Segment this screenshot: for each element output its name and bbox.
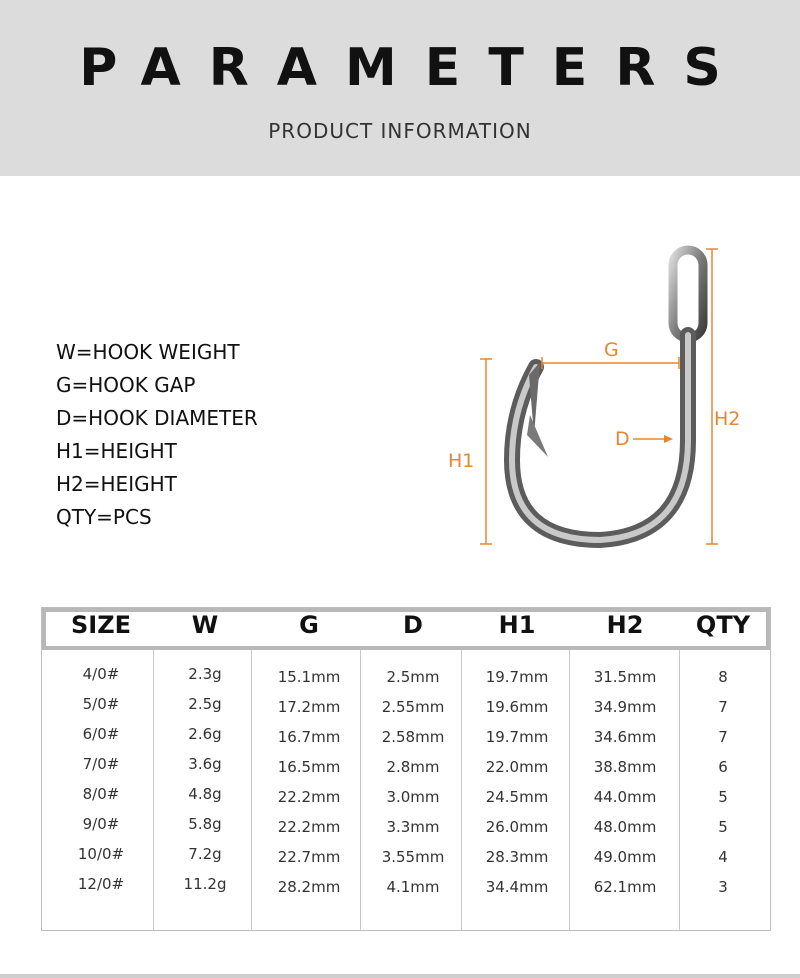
table-cell-size: 10/0# bbox=[77, 845, 125, 863]
label-h2: H2 bbox=[714, 408, 741, 430]
table-cell-w: 5.8g bbox=[188, 815, 222, 833]
table-cell-h1: 19.7mm bbox=[485, 668, 549, 686]
table-cell-qty: 6 bbox=[718, 758, 728, 776]
column-header-w: W bbox=[191, 611, 219, 639]
table-cell-g: 17.2mm bbox=[277, 698, 341, 716]
table-cell-w: 11.2g bbox=[183, 875, 227, 893]
table-cell-qty: 7 bbox=[718, 698, 728, 716]
table-cell-d: 3.0mm bbox=[386, 788, 440, 806]
table-cell-d: 2.58mm bbox=[381, 728, 445, 746]
table-cell-g: 28.2mm bbox=[277, 878, 341, 896]
table-cell-g: 16.5mm bbox=[277, 758, 341, 776]
table-cell-h1: 28.3mm bbox=[485, 848, 549, 866]
table-cell-h2: 44.0mm bbox=[593, 788, 657, 806]
table-cell-size: 5/0# bbox=[82, 695, 120, 713]
h2-dimension bbox=[706, 249, 718, 544]
table-cell-g: 16.7mm bbox=[277, 728, 341, 746]
table-cell-w: 3.6g bbox=[188, 755, 222, 773]
label-g: G bbox=[604, 339, 619, 361]
table-cell-size: 6/0# bbox=[82, 725, 120, 743]
table-cell-d: 4.1mm bbox=[386, 878, 440, 896]
page-subtitle: PRODUCT INFORMATION bbox=[268, 119, 532, 143]
table-cell-w: 2.3g bbox=[188, 665, 222, 683]
table-cell-g: 15.1mm bbox=[277, 668, 341, 686]
column-divider bbox=[679, 650, 680, 931]
table-cell-w: 2.5g bbox=[188, 695, 222, 713]
legend-item-qty: QTY=PCS bbox=[56, 505, 152, 529]
table-cell-h1: 34.4mm bbox=[485, 878, 549, 896]
page-title: PARAMETERS bbox=[79, 38, 749, 98]
table-cell-g: 22.2mm bbox=[277, 818, 341, 836]
table-cell-size: 4/0# bbox=[82, 665, 120, 683]
column-divider bbox=[360, 650, 361, 931]
label-h1: H1 bbox=[448, 450, 475, 472]
table-cell-qty: 4 bbox=[718, 848, 728, 866]
table-cell-d: 3.3mm bbox=[386, 818, 440, 836]
table-cell-qty: 5 bbox=[718, 788, 728, 806]
table-cell-h2: 31.5mm bbox=[593, 668, 657, 686]
parameter-legend bbox=[56, 336, 258, 534]
table-cell-h1: 26.0mm bbox=[485, 818, 549, 836]
table-cell-w: 2.6g bbox=[188, 725, 222, 743]
column-header-d: D bbox=[403, 611, 423, 639]
table-cell-h2: 49.0mm bbox=[593, 848, 657, 866]
legend-item-d: D=HOOK DIAMETER bbox=[56, 406, 258, 430]
h1-dimension bbox=[480, 359, 492, 544]
hook-illustration bbox=[430, 235, 760, 565]
legend-item-h2: H2=HEIGHT bbox=[56, 472, 177, 496]
hook-barb bbox=[527, 415, 548, 457]
table-cell-qty: 5 bbox=[718, 818, 728, 836]
legend-item-h1: H1=HEIGHT bbox=[56, 439, 177, 463]
table-cell-size: 9/0# bbox=[82, 815, 120, 833]
column-header-g: G bbox=[299, 611, 319, 639]
table-cell-h2: 38.8mm bbox=[593, 758, 657, 776]
table-cell-qty: 7 bbox=[718, 728, 728, 746]
table-cell-d: 3.55mm bbox=[381, 848, 445, 866]
table-cell-h2: 48.0mm bbox=[593, 818, 657, 836]
column-divider bbox=[461, 650, 462, 931]
hook-diagram bbox=[430, 235, 760, 565]
table-cell-h2: 34.9mm bbox=[593, 698, 657, 716]
table-cell-h2: 34.6mm bbox=[593, 728, 657, 746]
column-header-size: SIZE bbox=[70, 611, 132, 639]
table-cell-d: 2.5mm bbox=[386, 668, 440, 686]
table-cell-qty: 8 bbox=[718, 668, 728, 686]
table-cell-d: 2.55mm bbox=[381, 698, 445, 716]
parameters-table bbox=[41, 607, 771, 931]
bottom-divider bbox=[0, 974, 800, 978]
table-cell-h1: 19.6mm bbox=[485, 698, 549, 716]
table-cell-g: 22.7mm bbox=[277, 848, 341, 866]
table-cell-w: 7.2g bbox=[188, 845, 222, 863]
column-header-h2: H2 bbox=[606, 611, 644, 639]
column-header-h1: H1 bbox=[498, 611, 536, 639]
header-banner bbox=[0, 0, 800, 176]
hook-eye bbox=[673, 250, 703, 338]
legend-item-w: W=HOOK WEIGHT bbox=[56, 340, 240, 364]
table-cell-size: 8/0# bbox=[82, 785, 120, 803]
legend-item-g: G=HOOK GAP bbox=[56, 373, 196, 397]
column-header-qty: QTY bbox=[695, 611, 751, 639]
column-divider bbox=[153, 650, 154, 931]
table-cell-h2: 62.1mm bbox=[593, 878, 657, 896]
column-divider bbox=[569, 650, 570, 931]
table-cell-h1: 19.7mm bbox=[485, 728, 549, 746]
table-cell-d: 2.8mm bbox=[386, 758, 440, 776]
table-cell-h1: 22.0mm bbox=[485, 758, 549, 776]
table-cell-g: 22.2mm bbox=[277, 788, 341, 806]
column-divider bbox=[251, 650, 252, 931]
table-cell-qty: 3 bbox=[718, 878, 728, 896]
d-arrow-icon bbox=[633, 435, 673, 443]
table-cell-size: 12/0# bbox=[77, 875, 125, 893]
table-cell-h1: 24.5mm bbox=[485, 788, 549, 806]
table-cell-size: 7/0# bbox=[82, 755, 120, 773]
label-d: D bbox=[615, 428, 630, 450]
table-cell-w: 4.8g bbox=[188, 785, 222, 803]
